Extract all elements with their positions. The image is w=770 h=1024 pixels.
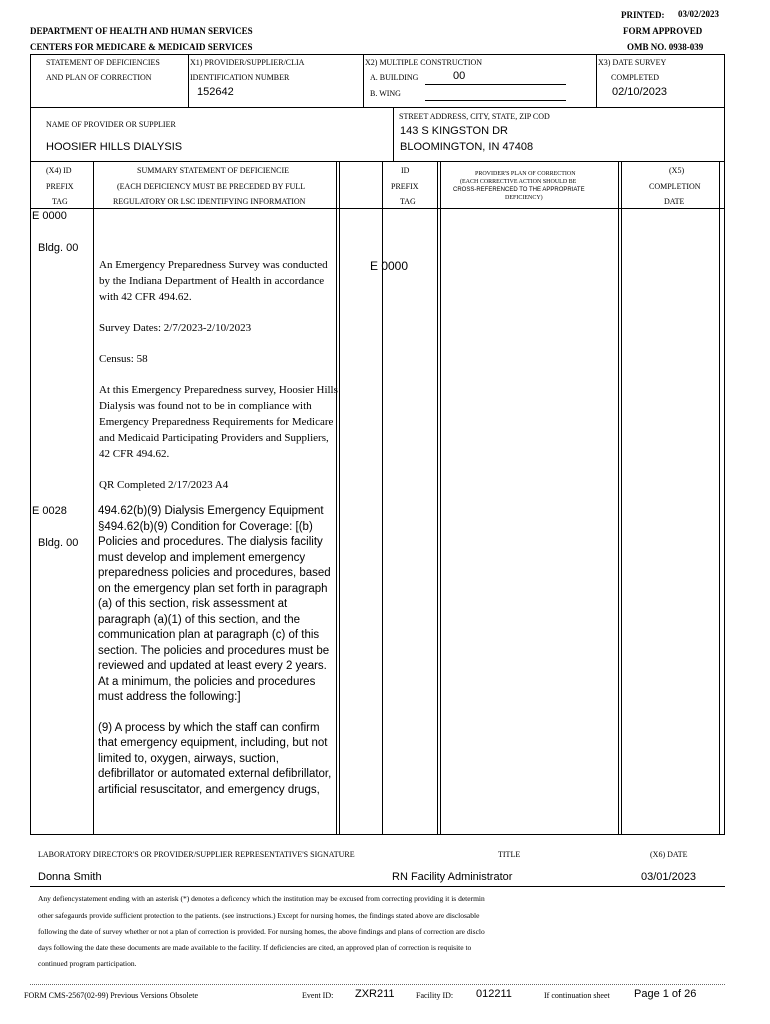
- building-value: 00: [453, 70, 466, 82]
- signature-date: 03/01/2023: [641, 871, 697, 883]
- provider-name-label: NAME OF PROVIDER OR SUPPLIER: [46, 120, 176, 129]
- deficiency-text-e0000: [99, 257, 339, 508]
- bldg-e0000: Bldg. 00: [38, 242, 79, 254]
- building-underline: [425, 84, 566, 85]
- id-header-line3: TAG: [400, 197, 416, 206]
- id-header-line2: PREFIX: [391, 182, 419, 191]
- continuation-label: If continuation sheet: [544, 991, 610, 1000]
- bldg-e0028: Bldg. 00: [38, 537, 79, 549]
- department-name: DEPARTMENT OF HEALTH AND HUMAN SERVICES: [30, 26, 253, 36]
- x3-label-line1: X3) DATE SURVEY: [598, 58, 667, 67]
- x1-label-line1: X1) PROVIDER/SUPPLIER/CLIA: [190, 58, 305, 67]
- x4-header-line1: (X4) ID: [46, 166, 72, 175]
- footer-rule: [30, 984, 725, 985]
- census-paragraph: Census: 58: [99, 353, 148, 365]
- address-line1: 143 S KINGSTON DR: [400, 125, 508, 137]
- address-label: STREET ADDRESS, CITY, STATE, ZIP COD: [399, 112, 550, 121]
- address-line2: BLOOMINGTON, IN 47408: [400, 141, 534, 153]
- plan-header-line3: CROSS-REFERENCED TO THE APPROPRIATE: [453, 187, 585, 193]
- disclaimer-line2: other safegaurds provide sufficient protection to the patients. (see instructions.) Except for nursing homes, the findings stated above are disclosable: [38, 911, 480, 920]
- qr-completed-paragraph: QR Completed 2/17/2023 A4: [99, 479, 229, 491]
- plan-header-line1: PROVIDER'S PLAN OF CORRECTION: [475, 171, 576, 177]
- summary-header-line1: SUMMARY STATEMENT OF DEFICIENCIE: [137, 166, 290, 175]
- wing-label: B. WING: [370, 89, 401, 98]
- signer-title: RN Facility Administrator: [392, 871, 513, 883]
- signature-underline: [30, 886, 725, 887]
- summary-header-line3: REGULATORY OR LSC IDENTIFYING INFORMATION: [113, 197, 306, 206]
- x5-header-line1: (X5): [669, 166, 685, 175]
- id-tag-e0000: E 0000: [370, 259, 409, 273]
- signer-name: Donna Smith: [38, 871, 102, 883]
- survey-intro-paragraph: An Emergency Preparedness Survey was conducted by the Indiana Department of Health in accordance with 42 CFR 494.62.: [99, 259, 328, 303]
- form-number: FORM CMS-2567(02-99) Previous Versions Obsolete: [24, 991, 199, 1000]
- disclaimer-line4: days following the date these documents are made available to the facility. If deficiencies are cited, an approved plan of correction is requisite to: [38, 943, 472, 952]
- x1-label-line2: IDENTIFICATION NUMBER: [190, 73, 290, 82]
- disclaimer-line1: Any defiencystatement ending with an asterisk (*) denotes a deficency which the institution may be excused from correcting providing it is determin: [38, 894, 485, 903]
- event-id-value: ZXR211: [355, 988, 395, 1000]
- x5-header-line3: DATE: [664, 197, 685, 206]
- x3-label-line2: COMPLETED: [611, 73, 659, 82]
- x2-label: X2) MULTIPLE CONSTRUCTION: [365, 58, 483, 67]
- disclaimer-line5: continued program participation.: [38, 959, 137, 968]
- tag-e0028: E 0028: [32, 505, 67, 517]
- x5-header-line2: COMPLETION: [649, 182, 701, 191]
- survey-completed-date: 02/10/2023: [612, 86, 668, 98]
- compliance-paragraph: At this Emergency Preparedness survey, Hoosier Hills Dialysis was found not to be in compliance with Emergency Preparedness Requirements for Medicare and Medicaid Participating Providers and Suppliers, 42 CFR 494.62.: [99, 384, 338, 460]
- omb-number: OMB NO. 0938-039: [627, 42, 704, 52]
- title-label: TITLE: [498, 850, 521, 859]
- disclaimer-line3: following the date of survey whether or not a plan of correction is provided. For nursing homes, the above findings and plans of correction are disclo: [38, 927, 485, 936]
- facility-id-value: 012211: [476, 988, 512, 1000]
- statement-label-line1: STATEMENT OF DEFICIENCIES: [46, 58, 160, 67]
- plan-header-line4: DEFICIENCY): [505, 195, 543, 201]
- provider-name-value: HOOSIER HILLS DIALYSIS: [46, 141, 183, 153]
- x4-header-line2: PREFIX: [46, 182, 74, 191]
- centers-name: CENTERS FOR MEDICARE & MEDICAID SERVICES: [30, 42, 253, 52]
- survey-dates-paragraph: Survey Dates: 2/7/2023-2/10/2023: [99, 322, 252, 334]
- building-label: A. BUILDING: [370, 73, 419, 82]
- id-header-line1: ID: [401, 166, 410, 175]
- signature-label: LABORATORY DIRECTOR'S OR PROVIDER/SUPPLIER REPRESENTATIVE'S SIGNATURE: [38, 850, 355, 859]
- x4-header-line3: TAG: [52, 197, 68, 206]
- event-id-label: Event ID:: [302, 991, 334, 1000]
- printed-label: PRINTED:: [621, 10, 665, 20]
- provider-id-value: 152642: [197, 86, 234, 98]
- summary-header-line2: (EACH DEFICIENCY MUST BE PRECEDED BY FULL: [117, 182, 306, 191]
- equipment-paragraph: (9) A process by which the staff can confirm that emergency equipment, including, but not limited to, oxygen, airways, suction, defibrillator or automated external defibrillator, artificial resuscitator, and emergency drugs,: [98, 721, 332, 796]
- deficiency-text-e0028: [98, 504, 333, 813]
- facility-id-label: Facility ID:: [416, 991, 454, 1000]
- form-approved: FORM APPROVED: [623, 26, 703, 36]
- wing-underline: [425, 100, 566, 101]
- x6-date-label: (X6) DATE: [650, 850, 688, 859]
- plan-header-line2: (EACH CORRECTIVE ACTION SHOULD BE: [460, 179, 577, 185]
- tag-e0000: E 0000: [32, 210, 67, 222]
- printed-date: 03/02/2023: [678, 9, 720, 19]
- condition-paragraph: 494.62(b)(9) Dialysis Emergency Equipment §494.62(b)(9) Condition for Coverage: [(b) Policies and procedures. The dialysis facility must develop and implement emergency preparedness policies and procedures, based on the emergency plan set forth in paragraph (a) of this section, risk assessment at paragraph (a)(1) of this section, and the communication plan at paragraph (c) of this section. The policies and procedures must be reviewed and updated at least every 2 years. At a minimum, the policies and procedures must address the following:]: [98, 505, 331, 703]
- statement-label-line2: AND PLAN OF CORRECTION: [46, 73, 152, 82]
- page-number: Page 1 of 26: [634, 988, 697, 1000]
